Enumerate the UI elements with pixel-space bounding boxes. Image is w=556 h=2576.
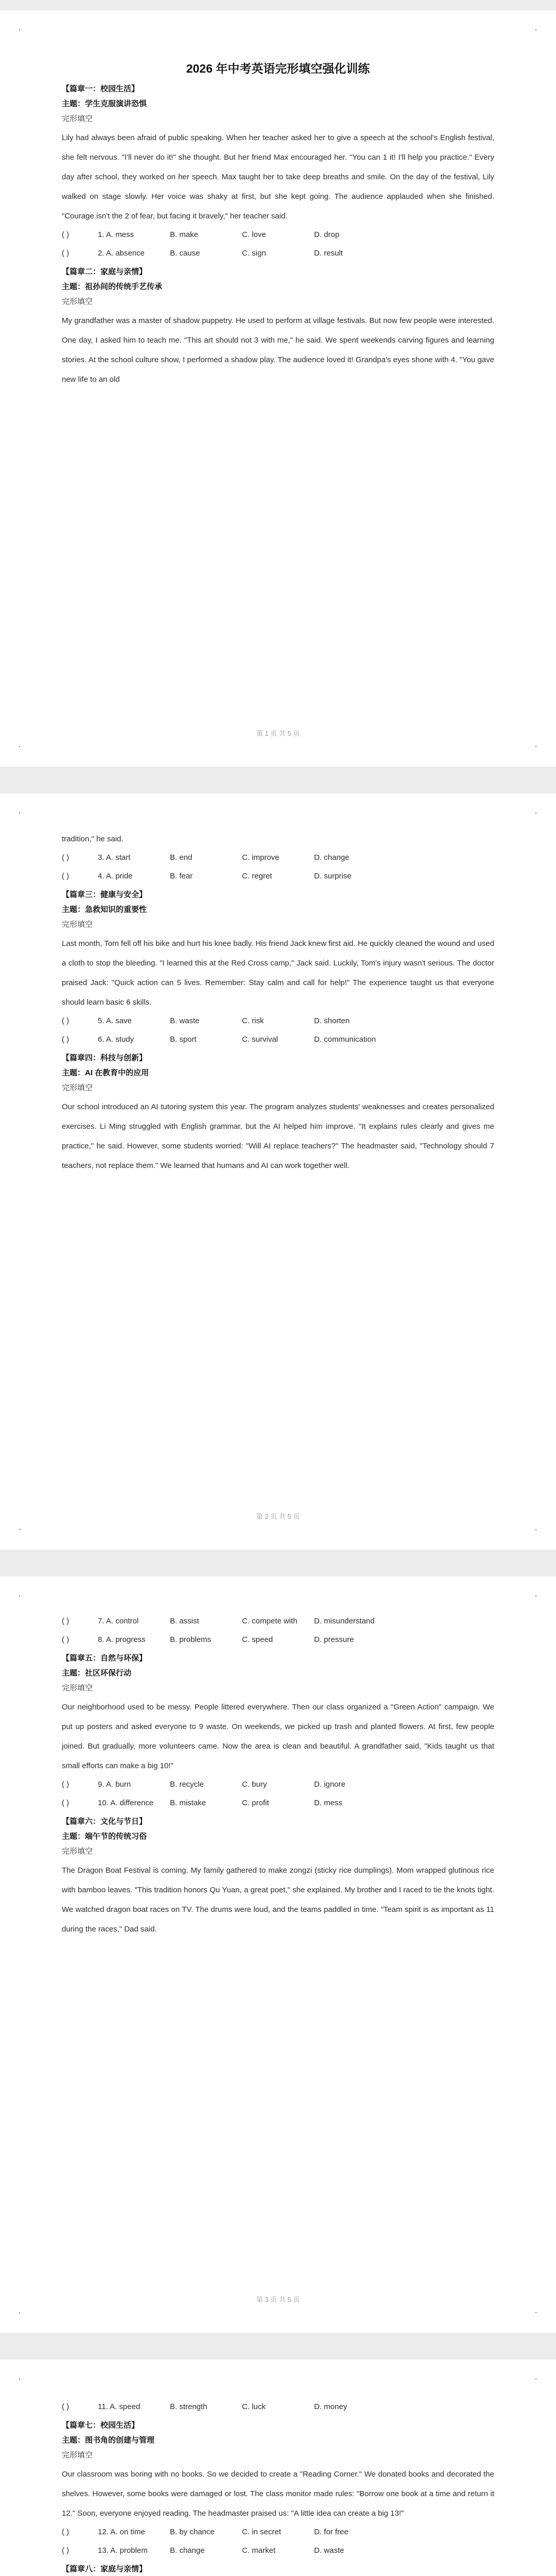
option-choice: D. money xyxy=(314,2402,348,2411)
option-choice: 6. A. study xyxy=(98,1035,134,1044)
section-heading: 【篇章六：文化与节日】 xyxy=(62,1817,147,1826)
section-heading: 【篇章七：校园生活】 xyxy=(62,2421,140,2430)
instruction-label: 完形填空 xyxy=(62,2451,93,2460)
corner-mark-icon: · xyxy=(19,26,21,35)
corner-mark-icon: · xyxy=(535,742,537,751)
option-choice: 9. A. burn xyxy=(98,1780,131,1789)
option-choice: D. for free xyxy=(314,2528,349,2536)
option-choice: B. strength xyxy=(170,2402,207,2411)
option-choice: 13. A. problem xyxy=(98,2546,148,2555)
page-4 xyxy=(0,2360,556,2576)
instruction-label: 完形填空 xyxy=(62,1083,93,1092)
option-choice: C. survival xyxy=(242,1035,279,1044)
option-choice: B. recycle xyxy=(170,1780,204,1789)
corner-mark-icon: · xyxy=(19,2375,21,2384)
option-choice: C. love xyxy=(242,230,266,239)
option-choice: D. ignore xyxy=(314,1780,345,1789)
corner-mark-icon: · xyxy=(19,809,21,818)
page-2 xyxy=(0,793,556,1550)
passage-paragraph: The Dragon Boat Festival is coming. My family gathered to make zongzi (sticky rice dumplings). Mom wrapped glutinous rice with bamboo leaves. "This tradition honors Qu Yuan, a great poet," she explained. My brother and I raced to tie the knots tight. We watched dragon boat races on TV. The drums were loud, and the teams paddled in time. "Team spirit is as important as 11 during the races," Dad said. xyxy=(62,1866,494,1934)
section-heading: 【篇章四：科技与创新】 xyxy=(62,1054,147,1062)
answer-blank[interactable]: ( ) xyxy=(62,230,70,239)
page-number: 第 1 页 共 5 页 xyxy=(256,730,300,737)
options-row xyxy=(62,2401,494,2413)
option-choice: D. pressure xyxy=(314,1635,354,1644)
option-choice: C. profit xyxy=(242,1799,269,1807)
options-row xyxy=(62,1034,494,1045)
option-choice: 8. A. progress xyxy=(98,1635,146,1644)
options-row xyxy=(62,1798,494,1809)
options-row xyxy=(62,248,494,259)
page-3 xyxy=(0,1577,556,2333)
answer-blank[interactable]: ( ) xyxy=(62,1780,70,1789)
option-choice: C. speed xyxy=(242,1635,273,1644)
option-choice: 10. A. difference xyxy=(98,1799,154,1807)
passage-paragraph: Our classroom was boring with no books. So we decided to create a "Reading Corner." We donated books and decorated the shelves. However, some books were damaged or lost. The class monitor made rules: "Borrow one book at a time and return it 12." Soon, everyone enjoyed reading. The headmaster praised us: "A little idea can create a big 13!" xyxy=(62,2470,494,2518)
instruction-label: 完形填空 xyxy=(62,297,93,306)
option-choice: 7. A. control xyxy=(98,1617,139,1625)
option-choice: C. in secret xyxy=(242,2528,281,2536)
option-choice: 3. A. start xyxy=(98,853,131,862)
option-choice: B. assist xyxy=(170,1617,199,1625)
corner-mark-icon: · xyxy=(19,1526,21,1534)
option-choice: B. by chance xyxy=(170,2528,215,2536)
option-choice: B. waste xyxy=(170,1016,200,1025)
passage-paragraph: Last month, Tom fell off his bike and hurt his knee badly. His friend Jack knew first aid. He quickly cleaned the wound and used a cloth to stop the bleeding. "I learned this at the Red Cross camp," Jack said. Luckily, Tom's injury wasn't serious. The doctor praised Jack: "Quick action can 5 lives. Remember: Stay calm and call for help!" The experience taught us that everyone should learn basic 6 skills. xyxy=(62,939,494,1007)
answer-blank[interactable]: ( ) xyxy=(62,2546,70,2555)
section-heading: 主题：急救知识的重要性 xyxy=(62,905,147,914)
corner-mark-icon: · xyxy=(535,1526,537,1534)
corner-mark-icon: · xyxy=(535,2309,537,2317)
instruction-label: 完形填空 xyxy=(62,1847,93,1856)
instruction-label: 完形填空 xyxy=(62,920,93,929)
answer-blank[interactable]: ( ) xyxy=(62,1635,70,1644)
answer-blank[interactable]: ( ) xyxy=(62,853,70,862)
answer-blank[interactable]: ( ) xyxy=(62,2528,70,2536)
corner-mark-icon: · xyxy=(19,2309,21,2317)
option-choice: D. communication xyxy=(314,1035,376,1044)
options-row xyxy=(62,2545,494,2556)
option-choice: 12. A. on time xyxy=(98,2528,145,2536)
answer-blank[interactable]: ( ) xyxy=(62,1617,70,1625)
passage-paragraph: Our school introduced an AI tutoring system this year. The program analyzes students' weaknesses and creates personalized exercises. Li Ming struggled with English grammar, but the AI helped him improve. "It explains rules clearly and gives me practice," he said. However, some students worried: "Will AI replace teachers?" The headmaster said, "Technology should 7 teachers, not replace them." We learned that humans and AI can work together well. xyxy=(62,1103,494,1170)
options-row xyxy=(62,1015,494,1027)
section-heading: 【篇章二：家庭与亲情】 xyxy=(62,267,147,276)
option-choice: B. end xyxy=(170,853,193,862)
section-heading: 主题：社区环保行动 xyxy=(62,1669,132,1677)
option-choice: 2. A. absence xyxy=(98,249,145,258)
option-choice: D. misunderstand xyxy=(314,1617,375,1625)
answer-blank[interactable]: ( ) xyxy=(62,1016,70,1025)
section-heading: 【篇章五：自然与环保】 xyxy=(62,1654,147,1663)
option-choice: B. problems xyxy=(170,1635,212,1644)
option-choice: B. change xyxy=(170,2546,205,2555)
option-choice: D. drop xyxy=(314,230,340,239)
option-choice: 5. A. save xyxy=(98,1016,132,1025)
passage-paragraph: My grandfather was a master of shadow puppetry. He used to perform at village festivals. But now few people were interested. One day, I asked him to teach me. "This art should not 3 with me," he said. We spent weekends carving figures and learning stories. At the school culture show, I performed a shadow play. The audience loved it! Grandpa's eyes shone with 4. "You gave new life to an old xyxy=(62,316,494,384)
option-choice: D. surprise xyxy=(314,872,352,880)
section-heading: 主题：端午节的传统习俗 xyxy=(62,1832,147,1841)
option-choice: B. sport xyxy=(170,1035,197,1044)
option-choice: B. make xyxy=(170,230,199,239)
option-choice: B. fear xyxy=(170,872,193,880)
section-heading: 主题：图书角的创建与管理 xyxy=(62,2436,155,2445)
answer-blank[interactable]: ( ) xyxy=(62,1035,70,1044)
option-choice: D. result xyxy=(314,249,343,258)
options-row xyxy=(62,1779,494,1790)
corner-mark-icon: · xyxy=(535,809,537,818)
section-heading: 【篇章一：校园生活】 xyxy=(62,84,140,93)
option-choice: B. mistake xyxy=(170,1799,206,1807)
option-choice: C. compete with xyxy=(242,1617,298,1625)
corner-mark-icon: · xyxy=(19,1592,21,1601)
answer-blank[interactable]: ( ) xyxy=(62,1799,70,1807)
instruction-label: 完形填空 xyxy=(62,114,93,123)
answer-blank[interactable]: ( ) xyxy=(62,249,70,258)
option-choice: 11. A. speed xyxy=(98,2402,141,2411)
passage-paragraph: Our neighborhood used to be messy. People littered everywhere. Then our class organized a "Green Action" campaign. We put up posters and asked everyone to 9 waste. On weekends, we picked up trash and planted flowers. At first, few people joined. But gradually, more volunteers came. Now the area is clean and beautiful. A grandfather said, "Kids taught us that small efforts can make a big 10!" xyxy=(62,1703,494,1770)
option-choice: 1. A. mess xyxy=(98,230,134,239)
section-heading: 主题：祖孙间的传统手艺传承 xyxy=(62,282,163,291)
corner-mark-icon: · xyxy=(535,26,537,35)
option-choice: D. shorten xyxy=(314,1016,350,1025)
option-choice: D. waste xyxy=(314,2546,344,2555)
options-row xyxy=(62,1616,494,1627)
option-choice: C. luck xyxy=(242,2402,266,2411)
option-choice: C. regret xyxy=(242,872,272,880)
passage-paragraph: tradition," he said. xyxy=(62,835,124,843)
option-choice: C. market xyxy=(242,2546,276,2555)
option-choice: C. sign xyxy=(242,249,266,258)
option-choice: 4. A. pride xyxy=(98,872,133,880)
answer-blank[interactable]: ( ) xyxy=(62,2402,70,2411)
passage-paragraph: Lily had always been afraid of public speaking. When her teacher asked her to give a speech at the school's English festival, she felt nervous. "I'll never do it!" she thought. But her friend Max encouraged her. "You can 1 it! I'll help you practice." Every day after school, they worked on her speech. Max taught her to take deep breaths and smile. On the day of the festival, Lily walked on stage slowly. Her voice was shaky at first, but she kept going. The audience applauded when she finished. "Courage isn't the 2 of fear, but facing it bravely," her teacher said. xyxy=(62,133,494,221)
options-row xyxy=(62,852,494,863)
section-heading: 主题：学生克服演讲恐惧 xyxy=(62,99,147,108)
option-choice: C. improve xyxy=(242,853,280,862)
option-choice: B. cause xyxy=(170,249,200,258)
page-number: 第 2 页 共 5 页 xyxy=(256,1513,300,1520)
options-row xyxy=(62,2527,494,2538)
option-choice: D. mess xyxy=(314,1799,343,1807)
section-heading: 【篇章三：健康与安全】 xyxy=(62,890,147,899)
section-heading: 【篇章八：家庭与亲情】 xyxy=(62,2565,147,2573)
corner-mark-icon: · xyxy=(535,2375,537,2384)
option-choice: C. bury xyxy=(242,1780,267,1789)
option-choice: D. change xyxy=(314,853,350,862)
instruction-label: 完形填空 xyxy=(62,1684,93,1692)
section-heading: 主题：AI 在教育中的应用 xyxy=(62,1069,149,1077)
page-title: 2026 年中考英语完形填空强化训练 xyxy=(186,62,370,75)
options-row xyxy=(62,229,494,241)
answer-blank[interactable]: ( ) xyxy=(62,872,70,880)
option-choice: C. risk xyxy=(242,1016,264,1025)
corner-mark-icon: · xyxy=(19,742,21,751)
options-row xyxy=(62,1634,494,1646)
page-number: 第 3 页 共 5 页 xyxy=(256,2296,300,2303)
page-1 xyxy=(0,10,556,767)
options-row xyxy=(62,871,494,882)
corner-mark-icon: · xyxy=(535,1592,537,1601)
